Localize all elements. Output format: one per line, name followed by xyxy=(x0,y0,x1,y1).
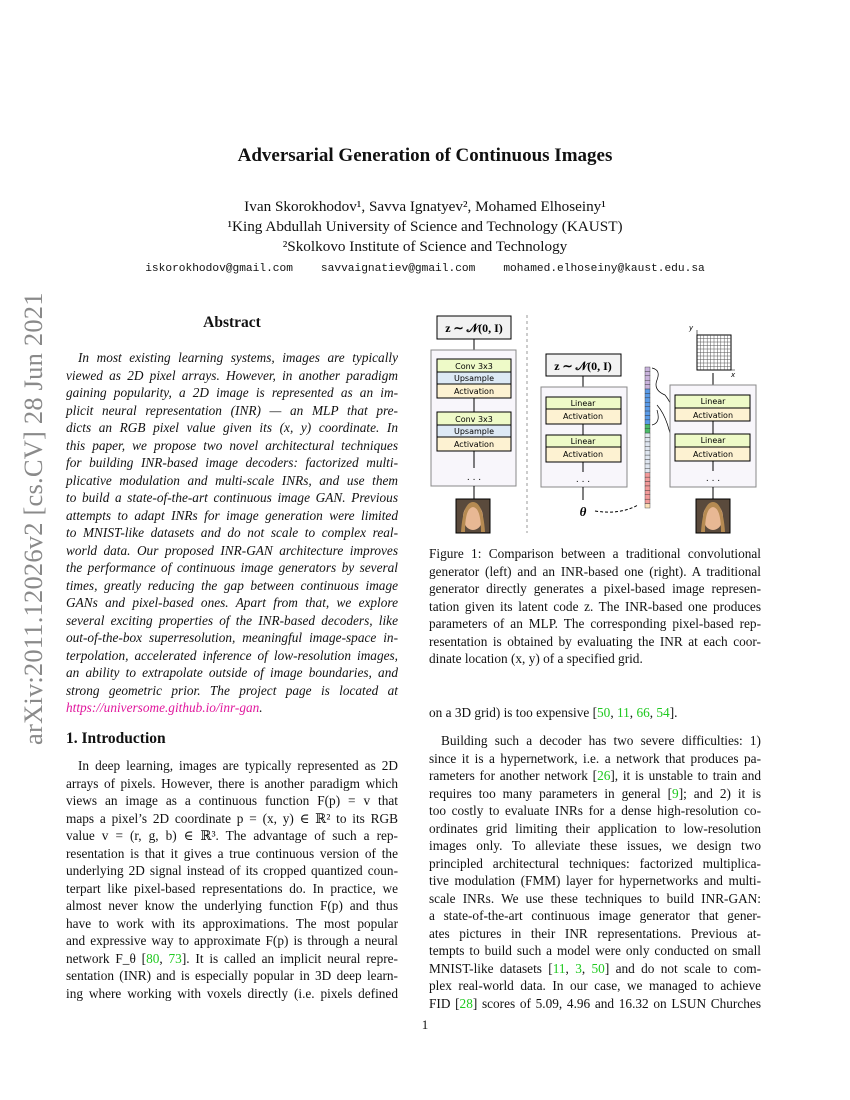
parameter-cell xyxy=(645,367,650,371)
citation-link[interactable]: 66 xyxy=(636,705,650,720)
text-line: to MNIST-like datasets and do not scale to complex real- xyxy=(66,525,398,540)
citation-link[interactable]: 26 xyxy=(597,768,611,783)
project-page-link[interactable]: https://universome.github.io/inr-gan xyxy=(66,700,260,715)
text-line: a state-of-the-art continuous image generator that gener- xyxy=(429,908,761,923)
text-line: requires too many parameters in general [9]; and 2) it is xyxy=(429,785,761,801)
svg-text:Linear: Linear xyxy=(700,436,726,445)
parameter-cell xyxy=(645,482,650,486)
svg-text:. . .: . . . xyxy=(466,473,482,483)
text-line: principled architectural techniques: factorized multiplica- xyxy=(429,855,761,871)
text-line: gaining popularity, a 2D image is represented as an im- xyxy=(66,385,398,400)
svg-text:. . .: . . . xyxy=(705,474,721,484)
emails xyxy=(0,263,850,275)
svg-text:Activation: Activation xyxy=(453,387,495,396)
text-line: ordinates grid limiting their application to low-resolution xyxy=(429,820,761,836)
email-1[interactable]: iskorokhodov@gmail.com xyxy=(145,263,293,275)
svg-text:Activation: Activation xyxy=(453,440,495,449)
citation-link[interactable]: 50 xyxy=(591,960,605,976)
svg-text:Activation: Activation xyxy=(562,412,604,421)
conv-block-1 xyxy=(437,359,511,398)
citation-link[interactable]: 54 xyxy=(656,705,670,720)
svg-text:Linear: Linear xyxy=(700,397,726,406)
text-line: tation given its latent code z. The INR-based one produces xyxy=(429,598,761,614)
text-line: have to work with its approximations. The most popular xyxy=(66,915,398,931)
figure-caption xyxy=(429,545,761,668)
introduction-heading: 1. Introduction xyxy=(66,730,166,747)
text-line: tempts to build such a model were only conducted on small xyxy=(429,943,761,958)
citation-link[interactable]: 3 xyxy=(575,960,582,976)
authors: Ivan Skorokhodov¹, Savva Ignatyev², Mohamed Elhoseiny¹ xyxy=(244,198,606,215)
abstract-section xyxy=(66,314,398,717)
parameter-cell xyxy=(645,389,650,393)
svg-text:Activation: Activation xyxy=(692,450,734,459)
introduction-body xyxy=(66,757,398,1002)
svg-text:Linear: Linear xyxy=(570,399,596,408)
parameter-cell xyxy=(645,464,650,468)
text-line: FID [28] scores of 5.09, 4.96 and 16.32 on LSUN Churches xyxy=(429,995,761,1011)
text-line: network F_θ [80, 73]. It is called an implicit neural repre- xyxy=(66,950,398,966)
coordinate-grid xyxy=(688,324,736,379)
face-image-right xyxy=(696,499,730,533)
svg-text:Conv 3x3: Conv 3x3 xyxy=(455,362,493,371)
parameter-vector xyxy=(645,367,650,508)
citation-link[interactable]: 9 xyxy=(672,785,679,801)
parameter-cell xyxy=(645,411,650,415)
introduction-section xyxy=(66,730,398,1002)
parameter-cell xyxy=(645,477,650,481)
text-line: Building such a decoder has two severe difficulties: 1) xyxy=(441,733,761,748)
parameter-cell xyxy=(645,495,650,499)
text-line: generator (left) and an INR-based one (right). A traditional xyxy=(429,563,761,579)
parameter-cell xyxy=(645,415,650,419)
parameter-cell xyxy=(645,451,650,455)
text-line: MNIST-like datasets [11, 3, 50] and do not scale to com- xyxy=(429,960,762,976)
parameter-cell xyxy=(645,398,650,402)
parameter-cell xyxy=(645,473,650,477)
text-line: terpart like pixel-based representations do. In practice, we xyxy=(66,880,398,896)
text-line: viewed as 2D pixel arrays. However, in another paradigm xyxy=(66,367,398,383)
page-number: 1 xyxy=(421,1017,429,1032)
text-line: this paper, we propose two novel architectural techniques xyxy=(66,437,398,453)
text-line: times, greatly reducing the gap between continuous image xyxy=(66,577,398,593)
parameter-cell xyxy=(645,504,650,508)
svg-text:y: y xyxy=(689,324,694,332)
figure-1-diagram xyxy=(425,310,765,540)
text-line: views an image as a continuous function F(p) = v that xyxy=(66,793,398,808)
parameter-cell xyxy=(645,486,650,490)
parameter-cell xyxy=(645,438,650,442)
citation-link[interactable]: 11 xyxy=(552,960,566,976)
citation-link[interactable]: 28 xyxy=(459,995,473,1011)
svg-text:Linear: Linear xyxy=(570,437,596,446)
conv-block-2 xyxy=(437,412,511,451)
text-line: arrays of pixels. However, there is another paradigm which xyxy=(66,775,398,791)
svg-text:Conv 3x3: Conv 3x3 xyxy=(455,415,493,424)
text-line: sentation (INR) and is especially popular in 3D deep learn- xyxy=(66,968,398,983)
text-line: too costly to evaluate INRs for a dense high-resolution co- xyxy=(429,803,761,818)
abstract-body xyxy=(66,349,398,699)
parameter-cell xyxy=(645,490,650,494)
text-line: In deep learning, images are typically represented as 2D xyxy=(78,758,398,773)
text-line: world data. Our proposed INR-GAN architecture improves xyxy=(66,542,398,558)
text-line: resentation is obtained by evaluating the INR at each coor- xyxy=(429,633,761,649)
text-line: parameters of an MLP. The corresponding pixel-based rep- xyxy=(429,616,761,631)
text-line: ing where working with voxels directly (i.e. pixels defined xyxy=(66,985,398,1001)
text-line: value v = (r, g, b) ∈ ℝ³. The advantage of such a rep- xyxy=(66,828,398,843)
text-line: to build a state-of-the-art continuous image GAN. Previous xyxy=(66,490,398,505)
text-line: plex real-world data. In our case, we managed to achieve xyxy=(429,978,761,993)
text-line: several exciting properties of the INR-based decoders, like xyxy=(66,612,398,628)
text-line: out-of-the-box superresolution, meaningful image-space in- xyxy=(66,630,398,645)
svg-text:Upsample: Upsample xyxy=(453,374,495,383)
parameter-cell xyxy=(645,442,650,446)
parameter-cell xyxy=(645,424,650,428)
text-line: plicit neural representation (INR) — an MLP that pre- xyxy=(66,402,398,418)
svg-text:Activation: Activation xyxy=(562,450,604,459)
parameter-cell xyxy=(645,380,650,384)
parameter-cell xyxy=(645,468,650,472)
theta-label: θ xyxy=(579,504,587,519)
text-line: the performance of continuous image generators by several xyxy=(66,560,398,575)
text-line: scale INRs. We use these techniques to build INR-GAN: xyxy=(429,890,761,906)
abstract-heading: Abstract xyxy=(203,314,261,331)
citation-link[interactable]: 80 xyxy=(146,950,160,966)
parameter-cell xyxy=(645,393,650,397)
text-line: dicts an RGB pixel value given its (x, y) coordinate. In xyxy=(66,420,398,435)
text-line: rameters for another network [26], it is unstable to train and xyxy=(429,768,761,783)
svg-text:. . .: . . . xyxy=(575,475,591,485)
parameter-cell xyxy=(645,407,650,411)
text-line: almost never know the underlying function F(p) and thus xyxy=(66,898,398,913)
abstract-link-line: https://universome.github.io/inr-gan. xyxy=(66,700,263,715)
text-line: resentation is that it gives a true continuous version of the xyxy=(66,845,398,861)
parameter-cell xyxy=(645,499,650,503)
parameter-cell xyxy=(645,371,650,375)
text-line: since it is a hypernetwork, i.e. a network that produces pa- xyxy=(429,750,761,766)
parameter-cell xyxy=(645,420,650,424)
text-line: generator directly generates a pixel-based image represen- xyxy=(429,581,761,596)
citation-link[interactable]: 73 xyxy=(168,950,182,966)
affiliation-2: ²Skolkovo Institute of Science and Technology xyxy=(282,238,568,255)
text-line: In most existing learning systems, images are typically xyxy=(78,350,398,365)
svg-text:Activation: Activation xyxy=(692,411,734,420)
email-3[interactable]: mohamed.elhoseiny@kaust.edu.sa xyxy=(503,263,705,275)
text-line: ates pictures in their INR representations. Previous at- xyxy=(429,925,761,941)
text-line: for building INR-based image decoders: factorized multi- xyxy=(66,455,398,470)
email-2[interactable]: savvaignatiev@gmail.com xyxy=(320,263,476,275)
parameter-cell xyxy=(645,385,650,389)
text-line: plicative modulation and multi-scale INRs, and use them xyxy=(66,472,398,488)
text-line: Figure 1: Comparison between a traditional convolutional xyxy=(429,546,761,561)
parameter-cell xyxy=(645,460,650,464)
parameter-cell xyxy=(645,455,650,459)
citation-link[interactable]: 11 xyxy=(616,705,630,720)
paragraph-continuation: on a 3D grid) is too expensive [50, 11, 66, 54]. xyxy=(429,705,678,720)
svg-text:z ∼ 𝒩(0, I): z ∼ 𝒩(0, I) xyxy=(554,359,612,373)
text-line: tive modulation (FMM) layer for hypernetworks and multi- xyxy=(429,873,761,888)
svg-text:Upsample: Upsample xyxy=(453,427,495,436)
text-line: attempts to adapt INRs for image generation were limited xyxy=(66,507,398,523)
citation-link[interactable]: 50 xyxy=(597,705,611,720)
text-line: underlying 2D signal instead of its cropped quantized coun- xyxy=(66,863,398,878)
text-line: an ability to extrapolate outside of image boundaries, and xyxy=(66,665,398,680)
right-column-body xyxy=(429,704,761,1012)
text-line: and expressive way to approximate F(p) is through a neural xyxy=(66,933,398,948)
latent-label: z ∼ 𝒩(0, I) xyxy=(445,321,503,335)
text-line: dinate location (x, y) of a specified grid. xyxy=(429,651,643,666)
arxiv-identifier: arXiv:2011.12026v2 [cs.CV] 28 Jun 2021 xyxy=(18,292,48,745)
text-line: terpolation, accelerated inference of low-resolution images, xyxy=(66,647,398,663)
parameter-cell xyxy=(645,402,650,406)
face-image-left xyxy=(456,499,490,533)
parameter-cell xyxy=(645,446,650,450)
text-line: GANs and pixel-based ones. Apart from that, we explore xyxy=(66,595,398,610)
affiliation-1: ¹King Abdullah University of Science and Technology (KAUST) xyxy=(227,218,623,235)
theta-arrow xyxy=(595,505,638,512)
parameter-cell xyxy=(645,433,650,437)
text-line: images only. To alleviate these issues, we design two xyxy=(429,838,761,853)
svg-text:x: x xyxy=(731,371,736,379)
paper-title: Adversarial Generation of Continuous Images xyxy=(237,145,613,166)
text-line: maps a pixel’s 2D coordinate p = (x, y) ∈ ℝ² to its RGB xyxy=(66,810,398,826)
parameter-cell xyxy=(645,429,650,433)
text-line: strong geometric prior. The project page is located at xyxy=(66,682,398,698)
parameter-cell xyxy=(645,376,650,380)
